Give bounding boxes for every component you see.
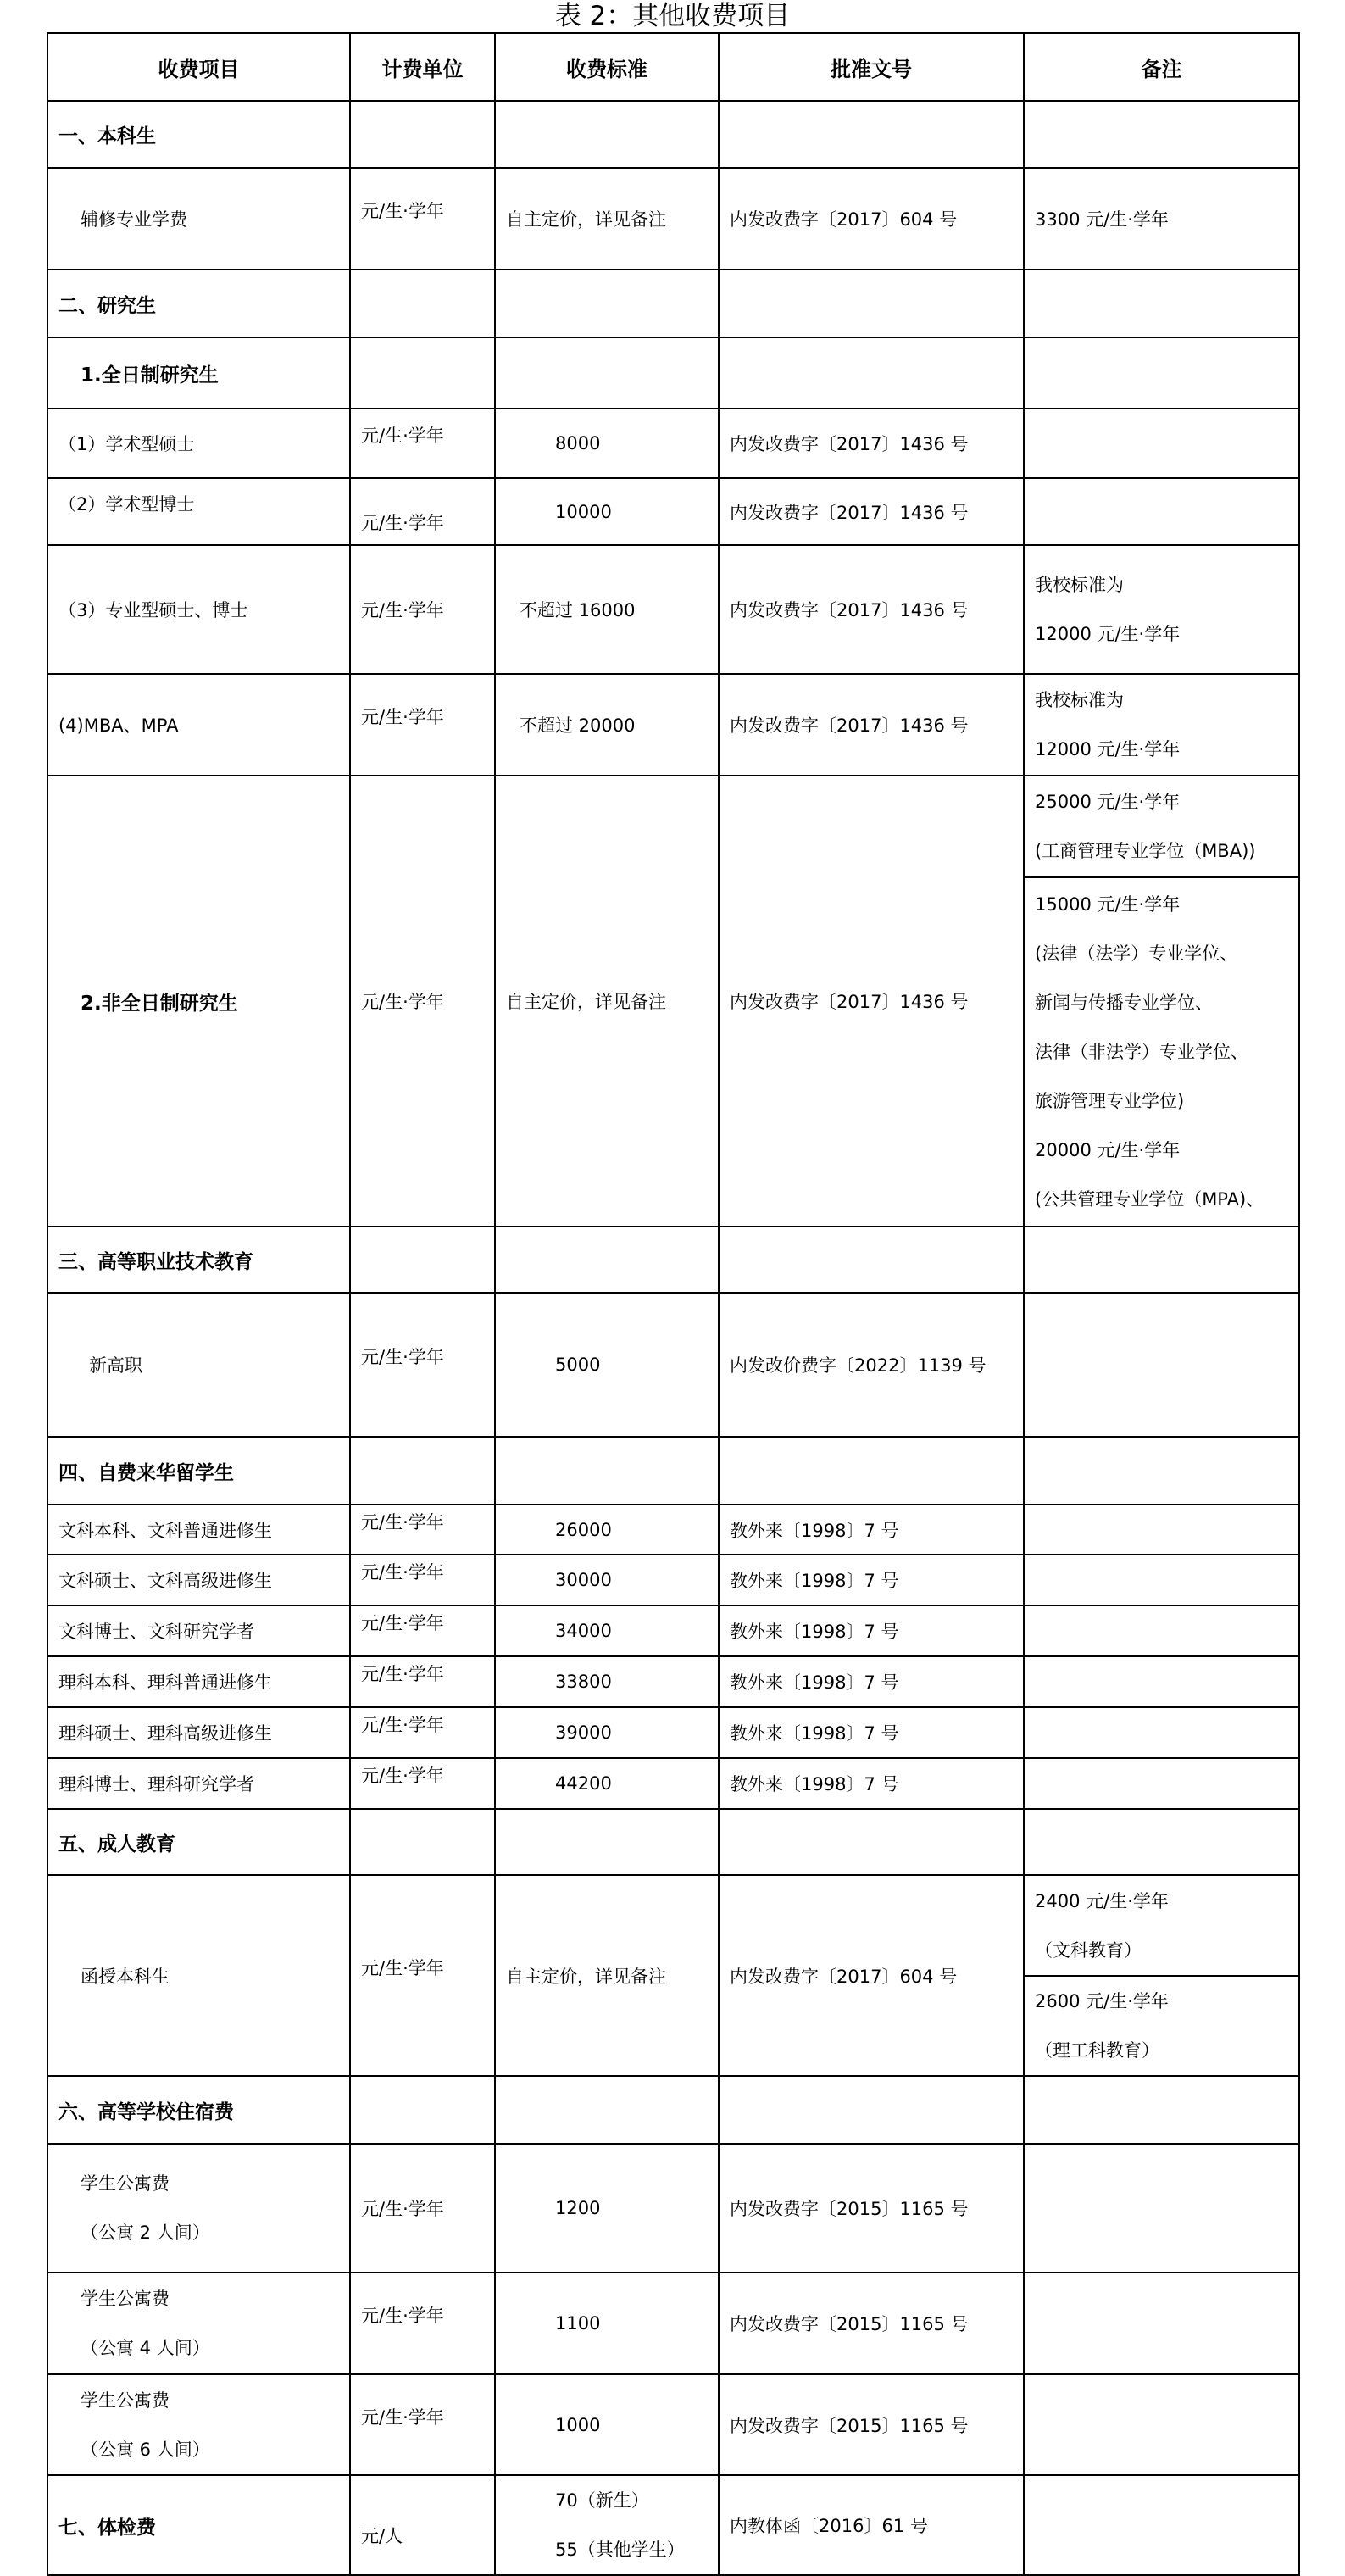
section-label: 四、自费来华留学生 (47, 1437, 350, 1505)
unit-cell: 元/生·学年 (350, 1605, 495, 1656)
note-cell: 25000 元/生·学年 (工商管理专业学位（MBA)) (1024, 776, 1299, 877)
unit-cell: 元/生·学年 (350, 1758, 495, 1809)
doc-cell: 内发改费字〔2015〕1165 号 (719, 2374, 1024, 2475)
doc-cell: 教外来〔1998〕7 号 (719, 1555, 1024, 1605)
doc-cell: 内发改费字〔2015〕1165 号 (719, 2144, 1024, 2273)
unit-cell: 元/生·学年 (350, 776, 495, 1227)
table-row (47, 1707, 1299, 1758)
section-row (47, 1227, 1299, 1293)
item-cell: 文科硕士、文科高级进修生 (47, 1555, 350, 1605)
note-cell: 我校标准为 12000 元/生·学年 (1024, 545, 1299, 674)
item-cell: 理科本科、理科普通进修生 (47, 1656, 350, 1707)
item-cell: 2.非全日制研究生 (47, 776, 350, 1227)
table-row (47, 478, 1299, 545)
standard-cell: 44200 (495, 1758, 719, 1809)
unit-cell: 元/生·学年 (350, 409, 495, 478)
table-row (47, 1555, 1299, 1605)
unit-cell: 元/生·学年 (350, 1656, 495, 1707)
table-row (47, 1656, 1299, 1707)
standard-cell: 自主定价，详见备注 (495, 776, 719, 1227)
unit-cell: 元/生·学年 (350, 1505, 495, 1555)
table-row (47, 409, 1299, 478)
unit-cell: 元/生·学年 (350, 674, 495, 776)
note-cell: 2600 元/生·学年 （理工科教育） (1024, 1976, 1299, 2076)
table-row (47, 1875, 1299, 1976)
table-row (47, 674, 1299, 776)
doc-cell: 内发改费字〔2017〕1436 号 (719, 409, 1024, 478)
item-cell: 学生公寓费 （公寓 6 人间） (47, 2374, 350, 2475)
doc-cell: 内发改价费字〔2022〕1139 号 (719, 1293, 1024, 1437)
table-row (47, 1605, 1299, 1656)
item-cell: (4)MBA、MPA (47, 674, 350, 776)
table-row (47, 1505, 1299, 1555)
doc-cell: 内发改费字〔2017〕1436 号 (719, 674, 1024, 776)
item-cell: （3）专业型硕士、博士 (47, 545, 350, 674)
unit-cell: 元/生·学年 (350, 2144, 495, 2273)
standard-cell: 10000 (495, 478, 719, 545)
standard-cell: 5000 (495, 1293, 719, 1437)
doc-cell: 教外来〔1998〕7 号 (719, 1656, 1024, 1707)
unit-cell: 元/生·学年 (350, 1875, 495, 2076)
table-header-row (47, 33, 1299, 101)
standard-cell: 26000 (495, 1505, 719, 1555)
unit-cell: 元/生·学年 (350, 2374, 495, 2475)
standard-cell: 33800 (495, 1656, 719, 1707)
table-row (47, 1293, 1299, 1437)
unit-cell: 元/生·学年 (350, 168, 495, 270)
fee-table (47, 32, 1300, 2576)
unit-cell: 元/生·学年 (350, 478, 495, 545)
note-cell: 我校标准为 12000 元/生·学年 (1024, 674, 1299, 776)
doc-cell: 教外来〔1998〕7 号 (719, 1505, 1024, 1555)
standard-cell: 70（新生） 55（其他学生） (495, 2475, 719, 2575)
table-row (47, 545, 1299, 674)
section-label: 五、成人教育 (47, 1809, 350, 1875)
unit-cell: 元/生·学年 (350, 545, 495, 674)
unit-cell: 元/生·学年 (350, 1293, 495, 1437)
item-cell: 函授本科生 (47, 1875, 350, 2076)
doc-cell: 教外来〔1998〕7 号 (719, 1758, 1024, 1809)
standard-cell: 1100 (495, 2273, 719, 2374)
standard-cell: 不超过 20000 (495, 674, 719, 776)
standard-cell: 1000 (495, 2374, 719, 2475)
doc-cell: 内发改费字〔2015〕1165 号 (719, 2273, 1024, 2374)
note-cell: 3300 元/生·学年 (1024, 168, 1299, 270)
unit-cell: 元/生·学年 (350, 2273, 495, 2374)
note-cell: 15000 元/生·学年 (法律（法学）专业学位、 新闻与传播专业学位、 法律（非法学）专业学位、 旅游管理专业学位) 20000 元/生·学年 (公共管理专业学位（MPA)、 (1024, 877, 1299, 1227)
item-cell: 理科硕士、理科高级进修生 (47, 1707, 350, 1758)
doc-cell: 教外来〔1998〕7 号 (719, 1605, 1024, 1656)
standard-cell: 8000 (495, 409, 719, 478)
table-row (47, 2475, 1299, 2575)
table-row (47, 2374, 1299, 2475)
doc-cell: 内教体函〔2016〕61 号 (719, 2475, 1024, 2575)
item-cell: 文科博士、文科研究学者 (47, 1605, 350, 1656)
section-label: 二、研究生 (47, 270, 350, 337)
section-label: 七、体检费 (47, 2475, 350, 2575)
item-cell: 文科本科、文科普通进修生 (47, 1505, 350, 1555)
section-label: 六、高等学校住宿费 (47, 2076, 350, 2144)
section-row (47, 1809, 1299, 1875)
subsection-label: 1.全日制研究生 (47, 337, 350, 409)
page-title: 表 2：其他收费项目 (554, 1, 791, 31)
standard-cell: 34000 (495, 1605, 719, 1656)
standard-cell: 自主定价，详见备注 (495, 1875, 719, 2076)
header-cell: 备注 (1024, 33, 1299, 101)
item-cell: （1）学术型硕士 (47, 409, 350, 478)
item-cell: （2）学术型博士 (47, 478, 350, 545)
standard-cell: 30000 (495, 1555, 719, 1605)
item-cell: 新高职 (47, 1293, 350, 1437)
standard-cell: 1200 (495, 2144, 719, 2273)
section-row (47, 101, 1299, 168)
doc-cell: 内发改费字〔2017〕1436 号 (719, 545, 1024, 674)
standard-cell: 39000 (495, 1707, 719, 1758)
section-row (47, 1437, 1299, 1505)
unit-cell: 元/生·学年 (350, 1707, 495, 1758)
doc-cell: 内发改费字〔2017〕1436 号 (719, 776, 1024, 1227)
standard-cell: 自主定价，详见备注 (495, 168, 719, 270)
section-row (47, 270, 1299, 337)
table-row (47, 168, 1299, 270)
table-row (47, 2144, 1299, 2273)
unit-cell: 元/生·学年 (350, 1555, 495, 1605)
header-cell: 收费标准 (495, 33, 719, 101)
doc-cell: 教外来〔1998〕7 号 (719, 1707, 1024, 1758)
table-row (47, 2273, 1299, 2374)
section-label: 一、本科生 (47, 101, 350, 168)
note-cell: 2400 元/生·学年 （文科教育） (1024, 1875, 1299, 1976)
subsection-row (47, 337, 1299, 409)
unit-cell: 元/人 (350, 2475, 495, 2575)
item-cell: 学生公寓费 （公寓 2 人间） (47, 2144, 350, 2273)
item-cell: 辅修专业学费 (47, 168, 350, 270)
header-cell: 收费项目 (47, 33, 350, 101)
section-row (47, 2076, 1299, 2144)
doc-cell: 内发改费字〔2017〕604 号 (719, 168, 1024, 270)
header-cell: 计费单位 (350, 33, 495, 101)
item-cell: 理科博士、理科研究学者 (47, 1758, 350, 1809)
doc-cell: 内发改费字〔2017〕604 号 (719, 1875, 1024, 2076)
section-label: 三、高等职业技术教育 (47, 1227, 350, 1293)
header-cell: 批准文号 (719, 33, 1024, 101)
standard-cell: 不超过 16000 (495, 545, 719, 674)
doc-cell: 内发改费字〔2017〕1436 号 (719, 478, 1024, 545)
item-cell: 学生公寓费 （公寓 4 人间） (47, 2273, 350, 2374)
table-row (47, 1758, 1299, 1809)
table-row (47, 776, 1299, 877)
